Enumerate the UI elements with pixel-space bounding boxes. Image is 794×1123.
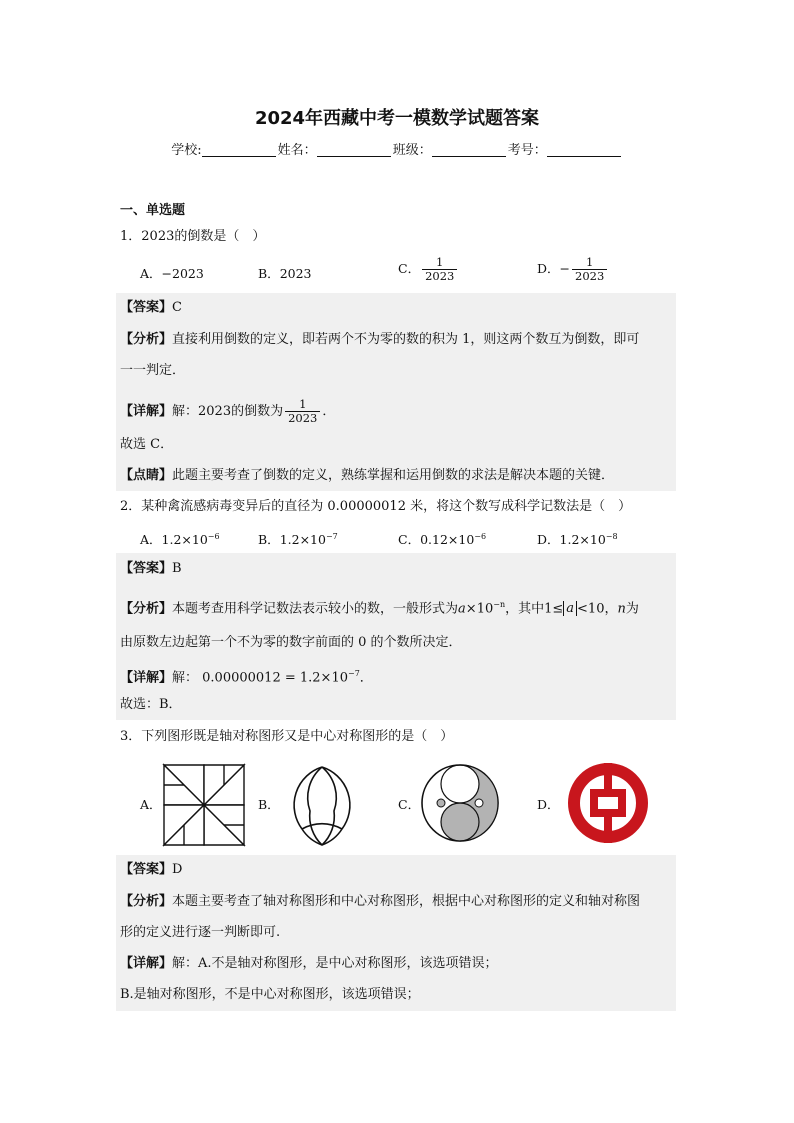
q1-analysis: 【分析】直接利用倒数的定义，即若两个不为零的数的积为 1，则这两个数互为倒数，即可 [120, 332, 640, 347]
q2-option-c: C．$0.12\times 10^{-6}$ [398, 531, 487, 547]
q2-analysis-cont: 由原数左边起第一个不为零的数字前面的 0 的个数所决定． [120, 635, 462, 650]
page-title: 2024年西藏中考一模数学试题答案 [254, 108, 540, 129]
q1-option-d: D．− $\frac{1}{2023}$ [537, 256, 609, 283]
q3-option-b-label: B． [258, 797, 280, 812]
name-blank [317, 143, 391, 157]
q3-detail: 【详解】解：A.不是轴对称图形，是中心对称图形，该选项错误； [120, 956, 498, 971]
q1-comment: 【点睛】此题主要考查了倒数的定义，熟练掌握和运用倒数的求法是解决本题的关键． [120, 468, 615, 483]
q1-answer: 【答案】C [120, 300, 182, 315]
q3-option-c-label: C． [398, 797, 421, 812]
q1-option-a: A．−2023 [140, 266, 204, 281]
q3-analysis-cont: 形的定义进行逐一判断即可. [120, 925, 281, 940]
fraction: $\frac{1}{2023}$ [572, 256, 607, 283]
pinwheel-icon [162, 763, 246, 847]
q1-option-c: C． $\frac{1}{2023}$ [398, 256, 459, 283]
q2-analysis: 【分析】本题考查用科学记数法表示较小的数，一般形式为$a\times 10^{-n}$，其中1≤ a <10，n为 [120, 600, 639, 617]
q1-option-b: B．2023 [258, 266, 312, 281]
q1-analysis-cont: 一一判定． [120, 363, 186, 378]
q1-solution-panel [116, 293, 676, 491]
triquetra-icon [280, 763, 364, 847]
class-blank [432, 143, 506, 157]
q3-detail-cont: B.是轴对称图形，不是中心对称图形，该选项错误； [120, 987, 420, 1002]
exam-no-label: 考号： [507, 143, 547, 158]
q3-option-a-label: A． [140, 797, 162, 812]
school-blank [202, 143, 276, 157]
q3-stem: 3．下列图形既是轴对称图形又是中心对称图形的是（ ） [120, 729, 454, 744]
section-heading: 一、单选题 [120, 203, 186, 218]
q2-option-a: A．$1.2\times 10^{-6}$ [140, 531, 220, 547]
exam-no-blank [547, 143, 621, 157]
q3-answer: 【答案】D [120, 862, 183, 877]
q2-detail: 【详解】解： $0.00000012 = 1.2\times 10^{-7}$． [120, 669, 373, 686]
school-label: 学校: [171, 143, 202, 158]
fraction: $\frac{1}{2023}$ [285, 398, 320, 425]
yin-yang-icon [420, 763, 500, 843]
q2-answer: 【答案】B [120, 561, 182, 576]
q3-analysis: 【分析】本题主要考查了轴对称图形和中心对称图形，根据中心对称图形的定义和轴对称图 [120, 894, 641, 909]
q1-stem: 1．2023的倒数是（ ） [120, 229, 266, 244]
q2-option-b: B．$1.2\times 10^{-7}$ [258, 531, 338, 547]
q1-conclusion: 故选 C． [120, 437, 174, 452]
q1-detail: 【详解】解：2023的倒数为 $\frac{1}{2023}$ ． [120, 397, 336, 425]
q2-stem: 2．某种禽流感病毒变异后的直径为 0.00000012 米，将这个数写成科学记数法是（ ） [120, 499, 632, 514]
fraction: $\frac{1}{2023}$ [422, 256, 457, 283]
q2-conclusion: 故选：B． [120, 697, 182, 712]
student-info-line [0, 139, 794, 158]
class-label: 班级： [392, 143, 432, 158]
bank-of-china-logo-icon [568, 763, 648, 843]
q2-option-d: D．$1.2\times 10^{-8}$ [537, 531, 618, 547]
name-label: 姓名： [277, 143, 317, 158]
q3-option-d-label: D． [537, 797, 560, 812]
